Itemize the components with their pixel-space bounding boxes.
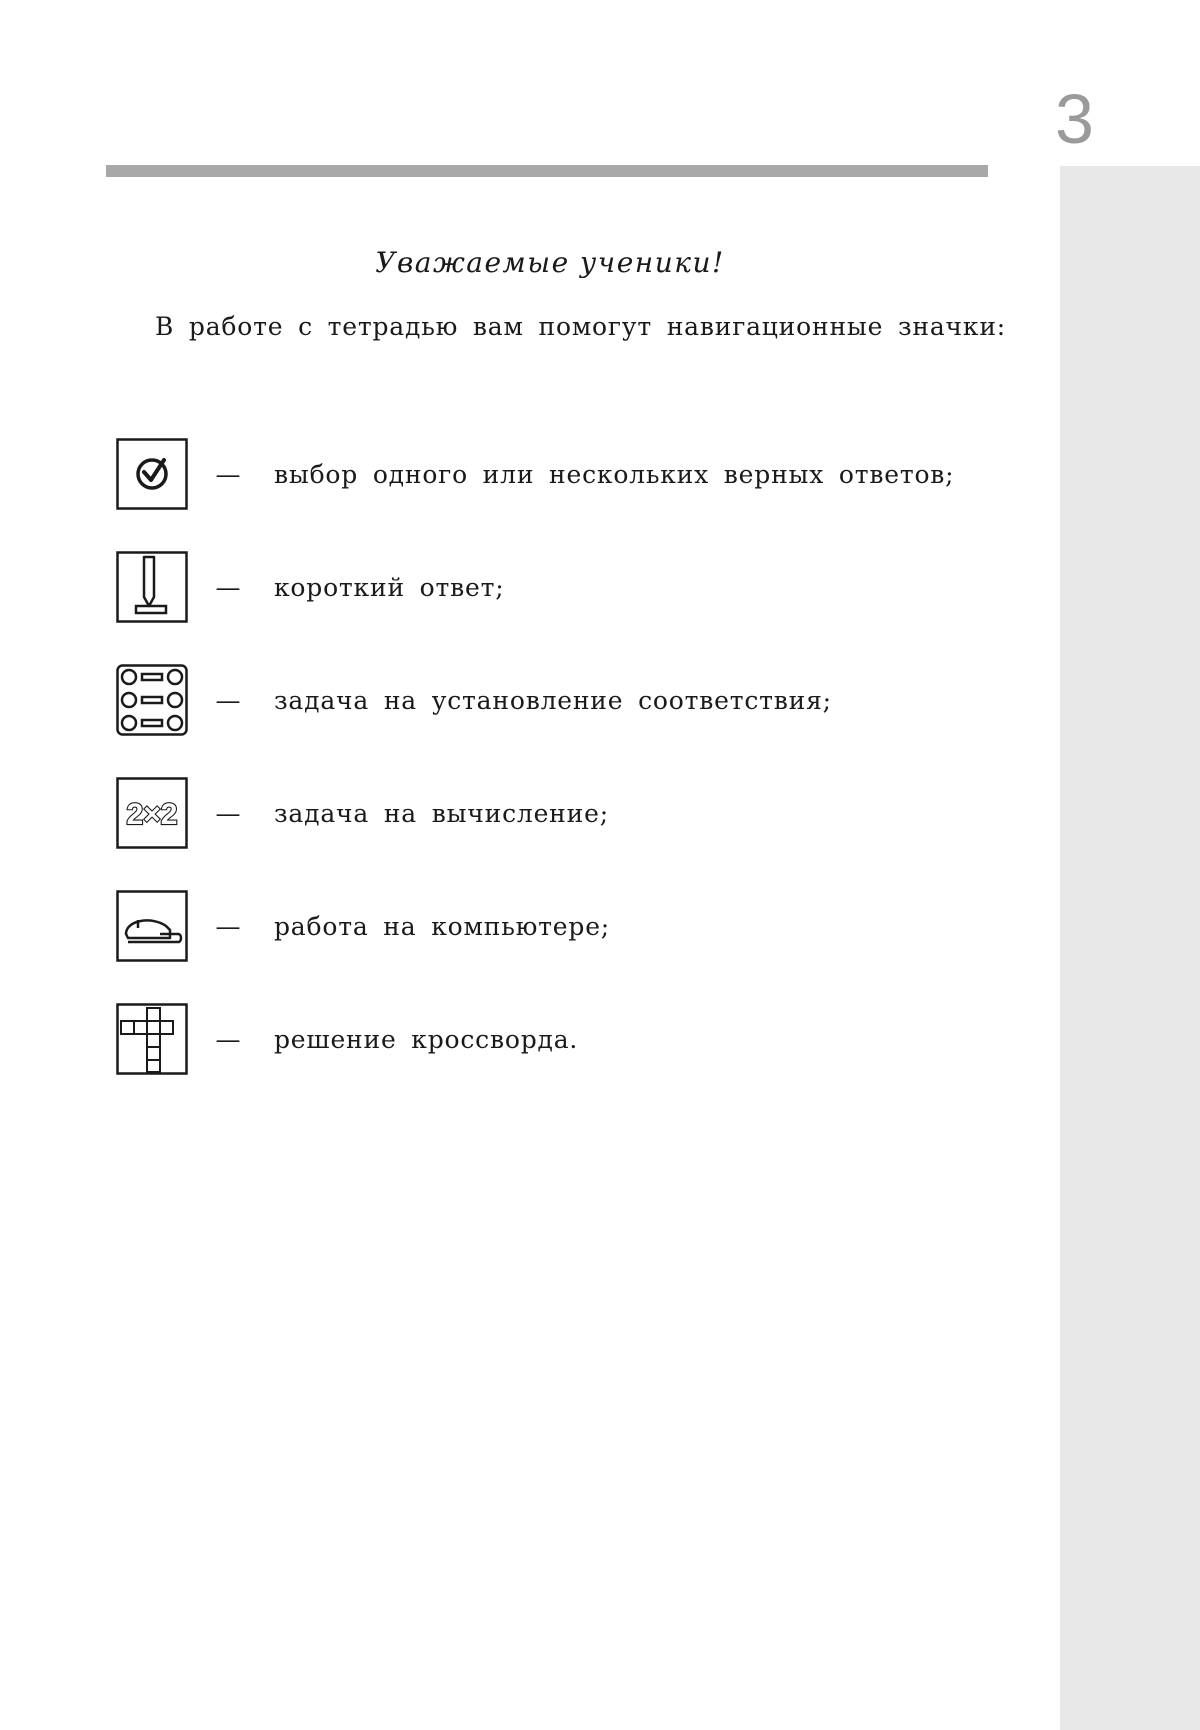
legend-item-crossword [116, 1003, 1016, 1075]
legend-dash: — [215, 911, 241, 941]
side-strip [1060, 166, 1200, 1730]
intro-text: В работе с тетрадью вам помогут навигационные значки: [155, 312, 1007, 341]
legend-item-short-answer [116, 551, 1016, 623]
pencil-icon [116, 551, 188, 623]
legend-text: задача на установление соответствия; [274, 685, 832, 715]
matching-icon [116, 664, 188, 736]
legend-text: решение кроссворда. [274, 1024, 579, 1054]
page-number: 3 [1055, 80, 1094, 158]
calculation-icon-label: 2×2 [126, 798, 178, 831]
legend-dash: — [215, 798, 241, 828]
computer-mouse-icon [116, 890, 188, 962]
legend-dash: — [215, 685, 241, 715]
legend-text: работа на компьютере; [274, 911, 611, 941]
legend-text: выбор одного или нескольких верных ответов; [274, 459, 955, 489]
legend-item-computer [116, 890, 1016, 962]
legend-item-calculation [116, 777, 1016, 849]
header-rule [106, 165, 988, 177]
legend-dash: — [215, 572, 241, 602]
greeting-heading: Уважаемые ученики! [375, 246, 725, 279]
legend-dash: — [215, 1024, 241, 1054]
icon-legend [116, 438, 1016, 1116]
checkmark-circle-icon [116, 438, 188, 510]
legend-item-choice [116, 438, 1016, 510]
crossword-icon [116, 1003, 188, 1075]
legend-text: задача на вычисление; [274, 798, 609, 828]
legend-item-matching [116, 664, 1016, 736]
calculation-icon [116, 777, 188, 849]
legend-dash: — [215, 459, 241, 489]
legend-text: короткий ответ; [274, 572, 505, 602]
